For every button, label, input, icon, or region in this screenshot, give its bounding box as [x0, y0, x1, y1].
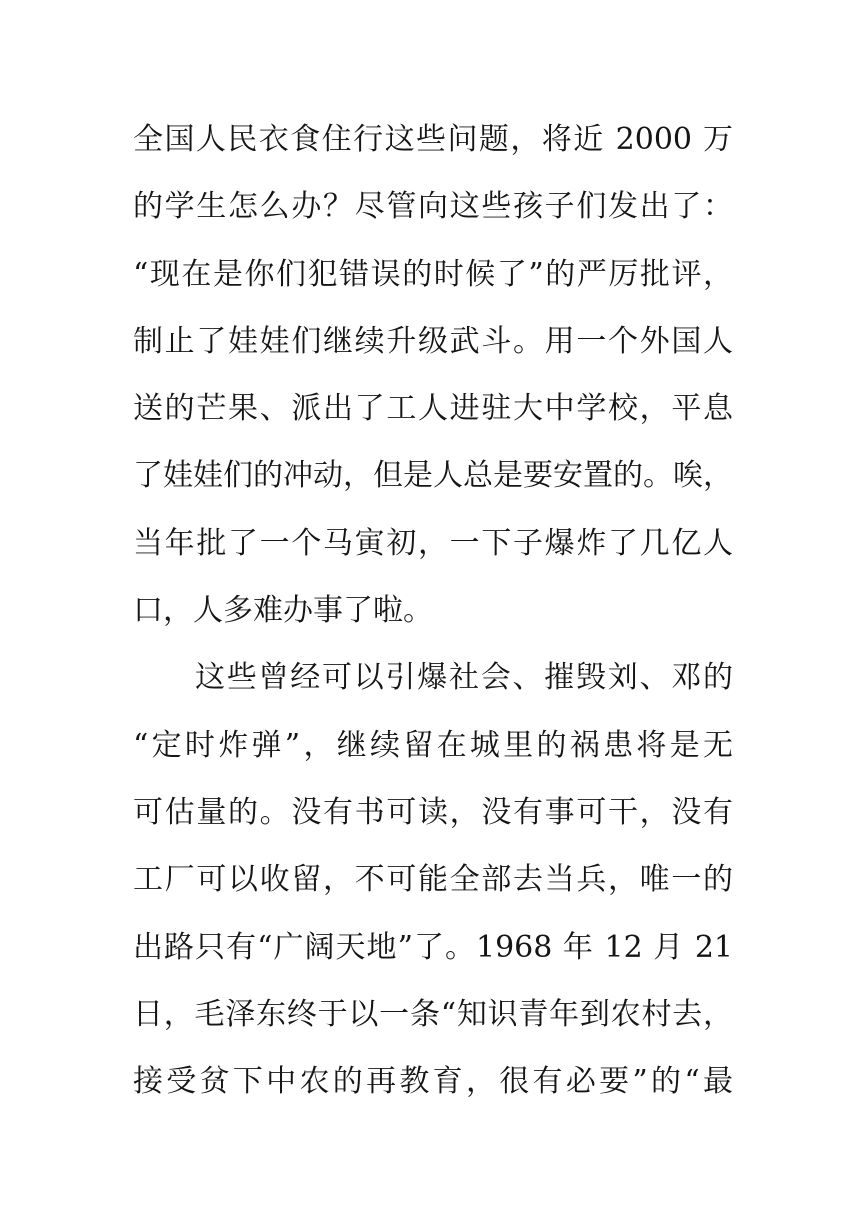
text-line: 当年批了一个马寅初，一下子爆炸了几亿人: [133, 525, 733, 561]
text-line: “定时炸弹”，继续留在城里的祸患将是无: [133, 727, 733, 763]
text-line: 工厂可以收留，不可能全部去当兵，唯一的: [133, 862, 733, 898]
text-line: 日，毛泽东终于以一条“知识青年到农村去，: [133, 996, 733, 1032]
text-line: 送的芒果、派出了工人进驻大中学校，平息: [133, 391, 733, 427]
text-line: 了娃娃们的冲动，但是人总是要安置的。唉，: [133, 458, 733, 494]
text-line: 出路只有“广阔天地”了。1968 年 12 月 21: [133, 929, 733, 965]
text-line: 的学生怎么办？尽管向这些孩子们发出了：: [133, 189, 733, 225]
paragraph-2: [133, 644, 733, 1115]
paragraph-1: [133, 106, 733, 644]
text-line: “现在是你们犯错误的时候了”的严厉批评，: [133, 256, 733, 292]
text-line: 这些曾经可以引爆社会、摧毁刘、邓的: [195, 660, 733, 696]
text-line: 制止了娃娃们继续升级武斗。用一个外国人: [133, 323, 733, 359]
text-line: 可估量的。没有书可读，没有事可干，没有: [133, 794, 733, 830]
text-line: 口，人多难办事了啦。: [133, 593, 433, 629]
body-text: [133, 106, 733, 1115]
text-line: 全国人民衣食住行这些问题，将近 2000 万: [133, 122, 733, 157]
text-line: 接受贫下中农的再教育，很有必要”的“最: [133, 1064, 733, 1100]
